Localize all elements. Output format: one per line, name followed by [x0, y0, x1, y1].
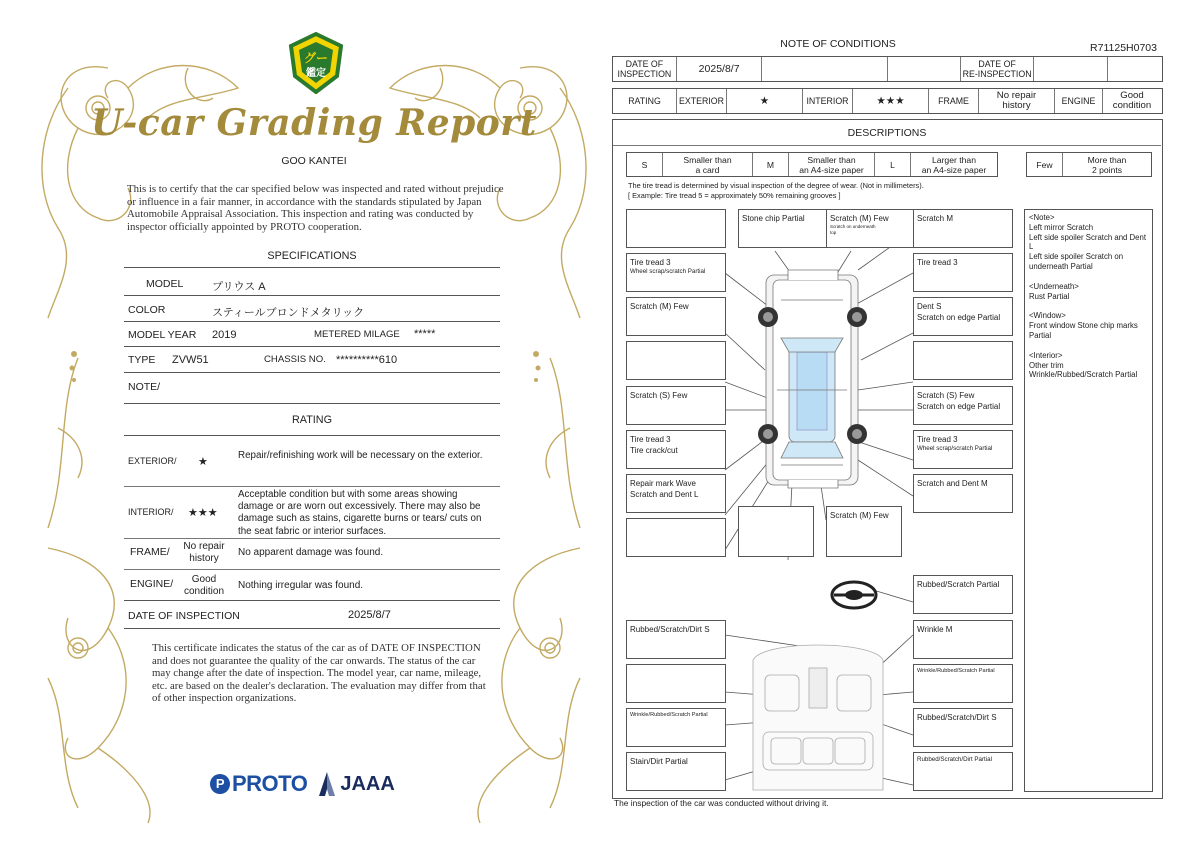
- certificate-intro: This is to certify that the car specified below was inspected and rated without prejudice or influence in a fair manner, in accordance with the standards stipulated by Japan Automobile Appraisal Association. This inspection and rating was conducted by inspector officially appointed by PROTO cooperation.: [127, 183, 504, 233]
- chassis-label: CHASSIS NO.: [264, 354, 326, 365]
- note-title: NOTE OF CONDITIONS: [780, 38, 896, 50]
- legend-line: an A4-size paper: [799, 164, 864, 175]
- rating-row: [612, 88, 1163, 114]
- note-line: Left mirror Scratch: [1029, 222, 1094, 232]
- engine-value-line: Good: [191, 574, 217, 585]
- empty-cell: [762, 57, 888, 81]
- descriptions-heading: DESCRIPTIONS: [613, 120, 1161, 146]
- engine-desc: Nothing irregular was found.: [238, 580, 364, 591]
- spacer: [1029, 341, 1148, 351]
- box-text: Scratch on edge Partial: [917, 402, 1001, 411]
- exterior-label: EXTERIOR/: [128, 456, 177, 466]
- engine-value: [172, 574, 236, 598]
- box-text: Scratch and Dent L: [630, 490, 699, 499]
- engine-label: ENGINE: [1055, 89, 1103, 113]
- color-label: COLOR: [128, 304, 166, 316]
- divider: [124, 372, 500, 373]
- box-subtext: Wrinkle/Rubbed/Scratch Partial: [917, 668, 995, 674]
- damage-box-scratch-m-few-top: [826, 209, 926, 248]
- legend-s: S: [627, 153, 663, 176]
- damage-box-scratch-m-few-left: Scratch (M) Few: [626, 297, 726, 336]
- box-text: Tire crack/cut: [630, 446, 678, 455]
- box-text: Scratch (S) Few: [917, 391, 975, 400]
- frame-label: FRAME/: [130, 546, 170, 558]
- legend-line: Larger than: [932, 154, 976, 165]
- svg-text:鑑定: 鑑定: [306, 68, 326, 79]
- box-text: Dent S: [917, 302, 942, 311]
- legend-line: 2 points: [1091, 164, 1123, 175]
- legend-s-desc: [663, 153, 753, 176]
- legend-line: Smaller than: [807, 154, 856, 165]
- legend-few: Few: [1027, 153, 1063, 176]
- grading-certificate: [38, 28, 590, 828]
- damage-box-empty: [626, 664, 726, 703]
- rating-label: RATING: [613, 89, 677, 113]
- damage-box-empty: [738, 506, 814, 557]
- box-text: Tire tread 3: [630, 258, 671, 267]
- divider: [124, 538, 500, 539]
- specifications-heading: SPECIFICATIONS: [267, 250, 357, 262]
- damage-box-wrinkle-m: Wrinkle M: [913, 620, 1013, 659]
- engine-label: ENGINE/: [130, 578, 174, 590]
- divider: [124, 486, 500, 487]
- value-line: No repair: [996, 90, 1037, 101]
- certificate-footer: This certificate indicates the status of the car as of DATE OF INSPECTION and does not guarantee the quality of the car onwards. The status of the car may change after the date of inspection. The model year, car name, mileage, etc. are based on the dealer's declaration. The evaluation may differ from that of other inspection organizations.: [152, 642, 486, 705]
- legend-line: an A4-size paper: [921, 164, 987, 175]
- damage-box-empty: [626, 518, 726, 557]
- report-id: R71125H0703: [1090, 42, 1157, 54]
- note-heading: <Window>: [1029, 311, 1066, 321]
- label-line: DATE OF: [625, 59, 664, 69]
- divider: [124, 267, 500, 268]
- legend-l-desc: [911, 153, 997, 176]
- divider: [124, 435, 500, 436]
- divider: [124, 403, 500, 404]
- value-line: condition: [1112, 100, 1152, 111]
- interior-label: INTERIOR: [803, 89, 853, 113]
- color-value: スティールブロンドメタリック: [212, 307, 365, 319]
- interior-label: INTERIOR/: [128, 507, 174, 517]
- box-text: Tire tread 3: [630, 435, 671, 444]
- svg-text:グー: グー: [303, 51, 329, 65]
- jaaa-mark-icon: [317, 771, 337, 797]
- chassis-value: **********610: [336, 354, 398, 366]
- divider: [124, 346, 500, 347]
- box-text: Scratch (M) Few: [830, 214, 889, 223]
- goo-kantei-badge: [289, 32, 343, 94]
- damage-box-dent-s: [913, 297, 1013, 336]
- damage-box-tire-rear-right: [913, 430, 1013, 469]
- exterior-label: EXTERIOR: [677, 89, 727, 113]
- damage-box-scratch-s-few-left: Scratch (S) Few: [626, 386, 726, 425]
- box-subtext: top: [830, 230, 837, 235]
- spacer: [1029, 301, 1148, 311]
- damage-box-tire-rear-left: [626, 430, 726, 469]
- frame-value: [979, 89, 1055, 113]
- note-label: NOTE/: [128, 381, 161, 393]
- condition-notes: [1024, 209, 1153, 792]
- empty-cell: [1108, 57, 1162, 81]
- damage-box-wrinkle-rubbed-left: [626, 708, 726, 747]
- box-text: Scratch on edge Partial: [917, 313, 1001, 322]
- model-value: プリウス A: [212, 281, 266, 293]
- exterior-value: ★: [727, 89, 803, 113]
- box-subtext: Scratch on underneath: [830, 224, 876, 229]
- value-line: history: [1002, 100, 1031, 111]
- inspection-footnote: The inspection of the car was conducted without driving it.: [614, 798, 829, 808]
- tire-note-line: The tire tread is determined by visual inspection of the degree of wear. (Not in millimeters).: [628, 181, 924, 190]
- note-heading: <Note>: [1029, 213, 1055, 222]
- damage-box-rubbed-scratch-dirt-s-left: Rubbed/Scratch/Dirt S: [626, 620, 726, 659]
- metered-milage-value: *****: [414, 328, 436, 340]
- legend-m: M: [753, 153, 789, 176]
- box-text: Repair mark Wave: [630, 479, 696, 488]
- reinspection-label: [961, 57, 1035, 81]
- damage-box-empty: [913, 341, 1013, 380]
- note-heading: <Underneath>: [1029, 281, 1079, 291]
- jaaa-logo: [317, 771, 394, 797]
- note-of-conditions: [611, 34, 1165, 814]
- damage-box-wrinkle-rubbed-right: [913, 664, 1013, 703]
- tire-note-line: [ Example: Tire tread 5 = approximately 50% remaining grooves ]: [628, 190, 841, 200]
- divider: [124, 295, 500, 296]
- legend-line: More than: [1087, 154, 1127, 165]
- logos: [210, 768, 395, 800]
- date-inspection-value: 2025/8/7: [677, 57, 763, 81]
- jaaa-logo-text: JAAA: [340, 772, 395, 795]
- certificate-subtitle: GOO KANTEI: [281, 155, 347, 167]
- size-legend: [626, 152, 998, 177]
- divider: [124, 321, 500, 322]
- box-subtext: Wheel scrap/scratch Partial: [630, 268, 706, 275]
- few-legend: [1026, 152, 1152, 177]
- reinspection-value: [1034, 57, 1108, 81]
- model-year-label: MODEL YEAR: [128, 329, 197, 341]
- inspection-dates-row: [612, 56, 1163, 82]
- divider: [124, 569, 500, 570]
- note-line: Other trim: [1029, 360, 1064, 370]
- descriptions-panel: [612, 119, 1163, 799]
- interior-stars: ★★★: [188, 507, 218, 519]
- exterior-stars: ★: [198, 456, 208, 468]
- frame-desc: No apparent damage was found.: [238, 547, 384, 558]
- certificate-title: U-car Grading Report: [91, 102, 537, 144]
- damage-box-empty: [626, 209, 726, 248]
- note-heading: <Interior>: [1029, 350, 1063, 360]
- type-value: ZVW51: [172, 354, 209, 366]
- box-subtext: Rubbed/Scratch/Dirt Partial: [917, 756, 992, 763]
- legend-few-desc: [1063, 153, 1151, 176]
- date-of-inspection-label: DATE OF INSPECTION: [128, 610, 240, 622]
- damage-box-scratch-dent-m: Scratch and Dent M: [913, 474, 1013, 513]
- legend-line: a card: [695, 164, 720, 175]
- interior-value: ★★★: [853, 89, 929, 113]
- damage-box-rubbed-scratch-partial: Rubbed/Scratch Partial: [913, 575, 1013, 614]
- frame-value: [172, 541, 236, 565]
- damage-box-scratch-s-few-right: [913, 386, 1013, 425]
- model-year-value: 2019: [212, 329, 237, 341]
- damage-box-stone-chip: Stone chip Partial: [738, 209, 838, 248]
- divider: [124, 628, 500, 629]
- note-line: Left side spoiler Scratch on underneath Partial: [1029, 252, 1124, 271]
- box-subtext: Wrinkle/Rubbed/Scratch Partial: [630, 712, 708, 718]
- damage-box-scratch-m-few-bottom: Scratch (M) Few: [826, 506, 902, 557]
- divider: [124, 600, 500, 601]
- date-inspection-label: [613, 57, 677, 81]
- note-line: Left side spoiler Scratch and Dent L: [1029, 232, 1147, 252]
- frame-label: FRAME: [929, 89, 979, 113]
- note-line: Rust Partial: [1029, 291, 1070, 301]
- damage-box-scratch-m: Scratch M: [913, 209, 1013, 248]
- damage-box-stain-dirt: Stain/Dirt Partial: [626, 752, 726, 791]
- damage-box-tire-front-left: [626, 253, 726, 292]
- damage-box-tire-front-right: Tire tread 3: [913, 253, 1013, 292]
- frame-value-line: No repair: [183, 541, 225, 552]
- frame-value-line: history: [189, 553, 219, 564]
- type-label: TYPE: [128, 354, 156, 366]
- spacer: [1029, 272, 1148, 282]
- empty-cell: [888, 57, 961, 81]
- model-label: MODEL: [146, 278, 184, 290]
- box-text: Tire tread 3: [917, 435, 958, 444]
- engine-value-line: condition: [183, 586, 225, 597]
- damage-box-repair-mark: [626, 474, 726, 513]
- proto-logo-text: PROTO: [232, 771, 308, 796]
- box-subtext: Wheel scrap/scratch Partial: [917, 445, 993, 452]
- damage-box-rubbed-scratch-dirt-s-right: Rubbed/Scratch/Dirt S: [913, 708, 1013, 747]
- label-line: DATE OF: [978, 59, 1016, 69]
- value-line: Good: [1120, 90, 1144, 101]
- damage-box-empty: [626, 341, 726, 380]
- legend-l: L: [875, 153, 911, 176]
- label-line: RE-INSPECTION: [962, 69, 1032, 79]
- date-of-inspection-value: 2025/8/7: [348, 609, 391, 621]
- note-line: Wrinkle/Rubbed/Scratch Partial: [1029, 370, 1138, 380]
- note-line: Front window Stone chip marks Partial: [1029, 321, 1138, 340]
- interior-desc: Acceptable condition but with some areas showing damage or are worn out excessively. There may also be damage such as stains, cigarette burns or tears/ cuts on the seat fabric or interior surfaces.: [238, 489, 482, 537]
- metered-milage-label: METERED MILAGE: [314, 329, 400, 340]
- legend-m-desc: [789, 153, 875, 176]
- label-line: INSPECTION: [617, 69, 672, 79]
- rating-heading: RATING: [292, 414, 332, 426]
- engine-value: [1103, 89, 1161, 113]
- proto-logo: [210, 771, 307, 797]
- damage-box-rubbed-dirt-partial: [913, 752, 1013, 791]
- proto-mark-icon: P: [210, 774, 230, 794]
- legend-line: Smaller than: [683, 154, 732, 165]
- tire-tread-note: [628, 181, 924, 200]
- exterior-desc: Repair/refinishing work will be necessary on the exterior.: [238, 450, 483, 461]
- gold-ornament-frame: [38, 28, 590, 828]
